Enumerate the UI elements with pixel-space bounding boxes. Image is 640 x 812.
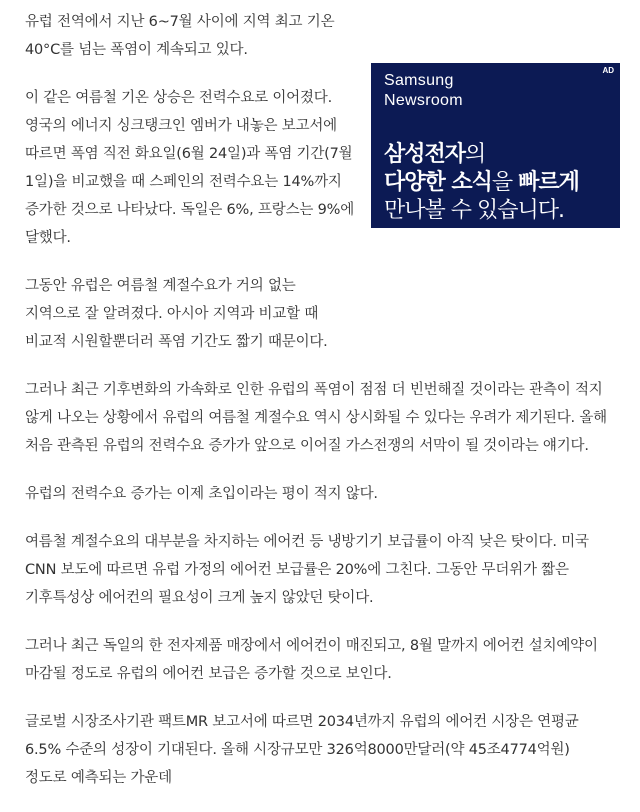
ad-brand-line: Samsung bbox=[384, 72, 454, 89]
ad-copy-line bbox=[384, 169, 608, 197]
article-paragraph: 유럽 전역에서 지난 6~7월 사이에 지역 최고 기온 40°C를 넘는 폭염이 계속되고 있다. bbox=[25, 14, 335, 58]
ad-brand-logo bbox=[384, 71, 608, 111]
ad-copy-bold: 다양한 소식 bbox=[384, 170, 492, 195]
article-paragraph: 글로벌 시장조사기관 팩트MR 보고서에 따르면 2034년까지 유럽의 에어컨 시장은 연평균 6.5% 수준의 성장이 기대된다. 올해 시장규모만 326억8000만달러(약 45조4774억원) 정도로 예측되는 가운데 bbox=[25, 714, 579, 786]
article-paragraph: 그러나 최근 기후변화의 가속화로 인한 유럽의 폭염이 점점 더 빈번해질 것이라는 관측이 적지 않게 나오는 상황에서 유럽의 여름철 계절수요 역시 상시화될 수 있다는 우려가 제기된다. 올해 처음 관측된 유럽의 전력수요 증가가 앞으로 이어질 가스전쟁의 서막이 될 것이라는 얘기다. bbox=[25, 382, 607, 454]
ad-copy-line bbox=[384, 141, 608, 169]
ad-badge: AD bbox=[602, 66, 614, 75]
article-paragraph: 유럽의 전력수요 증가는 이제 초입이라는 평이 적지 않다. bbox=[25, 486, 378, 502]
ad-copy-line: 만나볼 수 있습니다. bbox=[384, 198, 564, 223]
article-paragraph: 그러나 최근 독일의 한 전자제품 매장에서 에어컨이 매진되고, 8월 말까지 에어컨 설치예약이 마감될 정도로 유럽의 에어컨 보급은 증가할 것으로 보인다. bbox=[25, 638, 598, 682]
article-paragraph: 그동안 유럽은 여름철 계절수요가 거의 없는 지역으로 잘 알려졌다. 아시아 지역과 비교할 때 비교적 시원할뿐더러 폭염 기간도 짧기 때문이다. bbox=[25, 278, 328, 350]
article-paragraph: 이 같은 여름철 기온 상승은 전력수요로 이어졌다. 영국의 에너지 싱크탱크인 엠버가 내놓은 보고서에 따르면 폭염 직전 화요일(6월 24일)과 폭염 기간(7월 1일)을 비교했을 때 스페인의 전력수요는 14%까지 증가한 것으로 나타났다. 독일은 6%, 프랑스는 9%에 달했다. bbox=[25, 90, 355, 246]
ad-copy-bold: 삼성전자 bbox=[384, 142, 466, 167]
ad-copy-light: 의 bbox=[465, 142, 486, 167]
ad-copy-light: 을 bbox=[491, 170, 519, 195]
ad-copy-bold: 빠르게 bbox=[518, 170, 579, 195]
ad-copy bbox=[384, 141, 608, 225]
ad-brand-line: Newsroom bbox=[384, 92, 463, 109]
samsung-newsroom-ad-banner[interactable] bbox=[371, 63, 620, 228]
article-paragraph: 여름철 계절수요의 대부분을 차지하는 에어컨 등 냉방기기 보급률이 아직 낮은 탓이다. 미국 CNN 보도에 따르면 유럽 가정의 에어컨 보급률은 20%에 그친다. 그동안 무더위가 짧은 기후특성상 에어컨의 필요성이 크게 높지 않았던 탓이다. bbox=[25, 534, 589, 606]
